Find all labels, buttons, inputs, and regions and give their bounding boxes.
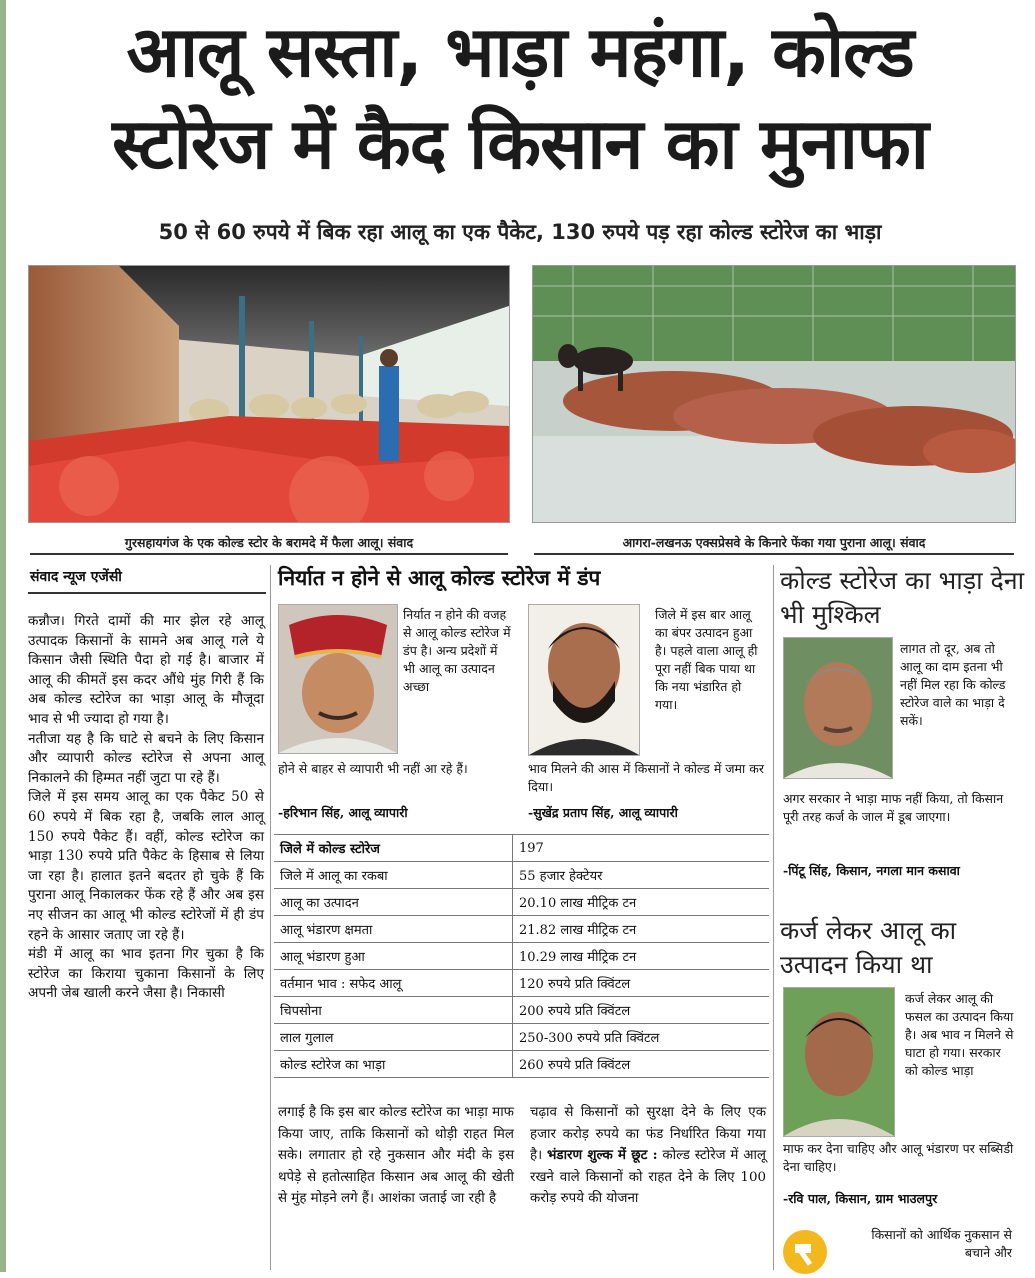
main-story-paragraph-1: कन्नौज। गिरते दामों की मार झेल रहे आलू उत्पादक किसानों के सामने अब आलू गले ये किसान जैसी स्थिति पैदा हो गई है। बाजार में आलू की कीमतें इस कदर औंधे मुंह गिरी हैं कि अब कोल्ड स्टोरेज का भाड़ा आलू के मौजूदा भाव से भी ज्यादा हो गया है। [28,613,264,727]
portrait-sukhendra-pratap-singh [528,604,640,756]
table-row [274,862,769,889]
portrait-pintu-singh [783,637,893,779]
portrait-haribhan-singh [278,604,398,754]
quote-pintu-side: लागत तो दूर, अब तो आलू का दाम इतना भी नहीं मिल रहा कि कोल्ड स्टोरेज वाले का भाड़ा दे सकें। [900,641,1006,728]
photo-caption-right: आगरा-लखनऊ एक्सप्रेसवे के किनारे फेंका गया पुराना आलू। संवाद [534,534,1014,555]
right-heading-1: कोल्ड स्टोरेज का भाड़ा देना भी मुश्किल [780,566,1025,629]
portrait-ravi-pal [783,987,895,1137]
stat-label: कोल्ड स्टोरेज का भाड़ा [274,1051,513,1078]
table-row [274,916,769,943]
stat-value: 55 हजार हेक्टेयर [513,862,770,889]
main-story-paragraph-2: नतीजा यह है कि घाटे से बचने के लिए किसान और व्यापारी कोल्ड स्टोरेज से अपना आलू निकालने की हिम्मत नहीं जुटा पा रहे हैं। [28,730,264,786]
table-row [274,835,769,862]
stat-value: 10.29 लाख मीट्रिक टन [513,943,770,970]
byline-rule [28,592,266,594]
stat-label: आलू का उत्पादन [274,889,513,916]
photo-caption-left: गुरसहायगंज के एक कोल्ड स्टोर के बरामदे में फैला आलू। संवाद [30,534,508,555]
center-bottom-col-2-text-b: कोल्ड स्टोरेज में आलू रखने वाले किसानों को राहत देने के लिए 100 करोड़ रुपये की योजना [530,1148,766,1206]
stat-label: लाल गुलाल [274,1024,513,1051]
subheadline: 50 से 60 रुपये में बिक रहा आलू का एक पैकेट, 130 रुपये पड़ रहा कोल्ड स्टोरेज का भाड़ा [158,220,882,244]
quote-ravi-attribution: -रवि पाल, किसान, ग्राम भाउलपुर [783,1191,938,1206]
stat-label: आलू भंडारण क्षमता [274,916,513,943]
hammer-icon [783,1230,827,1274]
main-story-paragraph-3: जिले में इस समय आलू का एक पैकेट 50 से 60 रुपये में बिक रहा है, जबकि लाल आलू 150 रुपये पैकेट हैं। वहीं, कोल्ड स्टोरेज का भाड़ा 130 रुपये प्रति पैकेट के हिसाब से लिया जा रहा है। हालात इतने बदतर हो चुके हैं कि पुराना आलू निकालकर फेंक रहे हैं और अब इस नए सीजन का आलू भी कोल्ड स्टोरेजों में ही डंप रहने के आसार जताए जा रहे हैं। [28,789,264,943]
page-edge-strip [0,0,6,1272]
quote-pintu-attribution: -पिंटू सिंह, किसान, नगला मान कसावा [783,863,960,878]
stat-label: आलू भंडारण हुआ [274,943,513,970]
quote-haribhan-side: निर्यात न होने की वजह से आलू कोल्ड स्टोरेज में डंप है। अन्य प्रदेशों में भी आलू का उत्पादन अच्छा [403,607,511,694]
column-divider-2 [773,565,774,1270]
photo-cold-store-veranda [28,265,510,523]
stats-table [274,834,769,1078]
right-bottom-text: किसानों को आर्थिक नुकसान से बचाने और [871,1227,1012,1260]
quote-haribhan-attribution: -हरिभान सिंह, आलू व्यापारी [278,805,408,820]
stats-table-grid [274,834,769,1078]
headline-line-1: आलू सस्ता, भाड़ा महंगा, कोल्ड [126,11,914,93]
stat-value: 197 [513,835,770,862]
agency-byline: संवाद न्यूज एजेंसी [30,569,122,585]
center-bottom-col-2-text-a: चढ़ाव से किसानों को सुरक्षा देने के लिए एक हजार करोड़ रुपये का फंड निर्धारित किया गया है। [530,1105,766,1163]
quote-ravi-below: माफ कर देना चाहिए और आलू भंडारण पर सब्सिडी देना चाहिए। [783,1141,1014,1174]
stat-label: जिले में आलू का रकबा [274,862,513,889]
quote-ravi-side: कर्ज लेकर आलू की फसल का उत्पादन किया है। अब भाव न मिलने से घाटा हो गया। सरकार को कोल्ड भाड़ा [905,991,1014,1078]
center-bottom-col-2 [530,1102,766,1210]
stat-value: 20.10 लाख मीट्रिक टन [513,889,770,916]
quote-sukhendra-side: जिले में इस बार आलू का बंपर उत्पादन हुआ है। पहले वाला आलू ही पूरा नहीं बिक पाया था कि नया भंडारित हो गया। [655,607,758,712]
stat-label: चिपसोना [274,997,513,1024]
main-story-column [28,612,264,1004]
table-row [274,997,769,1024]
stat-value: 260 रुपये प्रति क्विंटल [513,1051,770,1078]
photo-dumped-potatoes [532,265,1016,523]
table-row [274,889,769,916]
quote-sukhendra-attribution: -सुखेंद्र प्रताप सिंह, आलू व्यापारी [528,805,678,820]
main-story-paragraph-4: मंडी में आलू का भाव इतना गिर चुका है कि स्टोरेज का किराया चुकाना किसानों के लिए अपनी जेब खाली करने जैसा है। निकासी [28,946,264,1002]
stat-value: 250-300 रुपये प्रति क्विंटल [513,1024,770,1051]
column-divider-1 [270,565,271,1270]
right-heading-2: कर्ज लेकर आलू का उत्पादन किया था [780,916,957,979]
quote-haribhan-below: होने से बाहर से व्यापारी भी नहीं आ रहे हैं। [278,761,468,776]
quote-pintu-below: अगर सरकार ने भाड़ा माफ नहीं किया, तो किसान पूरी तरह कर्ज के जाल में डूब जाएगा। [783,791,1004,824]
headline [20,6,1020,190]
center-section-heading: निर्यात न होने से आलू कोल्ड स्टोरेज में डंप [278,566,601,590]
quote-sukhendra-below: भाव मिलने की आस में किसानों ने कोल्ड में जमा कर दिया। [528,761,764,794]
storage-fee-subheading: भंडारण शुल्क में छूट : [547,1147,658,1163]
stat-value: 120 रुपये प्रति क्विंटल [513,970,770,997]
table-row [274,943,769,970]
stat-label: जिले में कोल्ड स्टोरेज [274,835,513,862]
table-row [274,1024,769,1051]
stat-value: 21.82 लाख मीट्रिक टन [513,916,770,943]
headline-line-2: स्टोरेज में कैद किसान का मुनाफा [112,103,928,185]
stat-value: 200 रुपये प्रति क्विंटल [513,997,770,1024]
table-row [274,1051,769,1078]
center-bottom-col-1: लगाई है कि इस बार कोल्ड स्टोरेज का भाड़ा माफ किया जाए, ताकि किसानों को थोड़ी राहत मिल सके। लगातार हो रहे नुकसान और मंदी के इस थपेड़े से हतोत्साहित किसान अब आलू की खेती से मुंह मोड़ने लगे हैं। आशंका जताई जा रही है [278,1105,514,1206]
table-row [274,970,769,997]
stat-label: वर्तमान भाव : सफेद आलू [274,970,513,997]
